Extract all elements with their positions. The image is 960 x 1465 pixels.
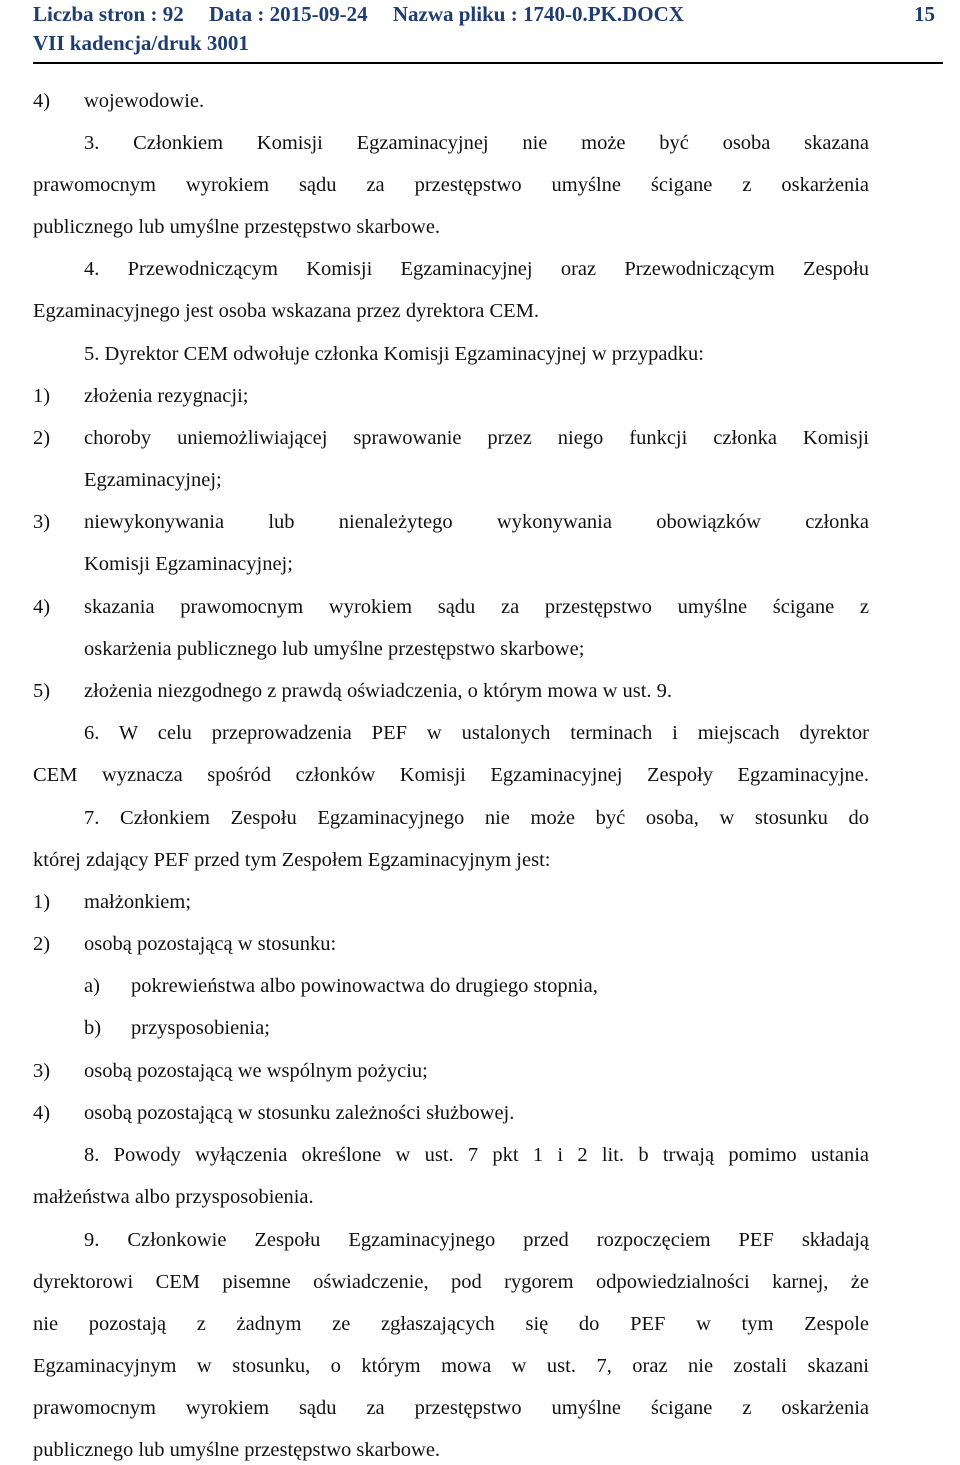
list-text: małżonkiem;: [84, 891, 192, 913]
sublist-text: przysposobienia;: [131, 1017, 270, 1039]
list-text: Egzaminacyjnej;: [84, 469, 222, 491]
header-page-count: Liczba stron : 92: [33, 2, 184, 26]
list-text: osobą pozostającą w stosunku zależności służbowej.: [84, 1102, 515, 1124]
list-text: choroby uniemożliwiającej sprawowanie przez niego funkcji członka Komisji: [84, 427, 869, 449]
paragraph-9-line: 9. Członkowie Zespołu Egzaminacyjnego przed rozpoczęciem PEF składają: [84, 1229, 869, 1251]
list-text: osobą pozostającą we wspólnym pożyciu;: [84, 1060, 428, 1082]
list-text: złożenia niezgodnego z prawdą oświadczenia, o którym mowa w ust. 9.: [84, 680, 673, 702]
paragraph-9-line: prawomocnym wyrokiem sądu za przestępstwo umyślne ścigane z oskarżenia: [33, 1397, 869, 1419]
sublist-text: pokrewieństwa albo powinowactwa do drugiego stopnia,: [131, 975, 598, 997]
sublist-letter: b): [84, 1017, 102, 1039]
list-number: 2): [33, 427, 51, 449]
paragraph-7-line: której zdający PEF przed tym Zespołem Egzaminacyjnym jest:: [33, 849, 551, 871]
paragraph-3-line: 3. Członkiem Komisji Egzaminacyjnej nie może być osoba skazana: [84, 132, 869, 154]
paragraph-4-line: Egzaminacyjnego jest osoba wskazana przez dyrektora CEM.: [33, 300, 540, 322]
list-number: 1): [33, 891, 51, 913]
paragraph-4-line: 4. Przewodniczącym Komisji Egzaminacyjnej oraz Przewodniczącym Zespołu: [84, 258, 869, 280]
paragraph-9-line: nie pozostają z żadnym ze zgłaszających się do PEF w tym Zespole: [33, 1313, 869, 1335]
list-text: osobą pozostającą w stosunku:: [84, 933, 337, 955]
list-text: Komisji Egzaminacyjnej;: [84, 553, 293, 575]
header-filename: Nazwa pliku : 1740-0.PK.DOCX: [392, 2, 684, 26]
list-text: niewykonywania lub nienależytego wykonywania obowiązków członka: [84, 511, 869, 533]
paragraph-3-line: prawomocnym wyrokiem sądu za przestępstwo umyślne ścigane z oskarżenia: [33, 174, 869, 196]
list-text: złożenia rezygnacji;: [84, 385, 249, 407]
header-print-number: VII kadencja/druk 3001: [33, 31, 249, 55]
page-header: [33, 0, 943, 64]
list-text: wojewodowie.: [84, 90, 205, 112]
paragraph-6-line: CEM wyznacza spośród członków Komisji Egzaminacyjnej Zespoły Egzaminacyjne.: [33, 764, 869, 786]
list-number: 1): [33, 385, 51, 407]
header-date: Data : 2015-09-24: [208, 2, 368, 26]
sublist-letter: a): [84, 975, 100, 997]
list-number: 2): [33, 933, 51, 955]
list-text: skazania prawomocnym wyrokiem sądu za przestępstwo umyślne ścigane z: [84, 596, 869, 618]
list-number: 4): [33, 596, 51, 618]
paragraph-8-line: małżeństwa albo przysposobienia.: [33, 1186, 314, 1208]
list-text: oskarżenia publicznego lub umyślne przestępstwo skarbowe;: [84, 638, 585, 660]
paragraph-9-line: publicznego lub umyślne przestępstwo skarbowe.: [33, 1439, 441, 1461]
paragraph-9-line: dyrektorowi CEM pisemne oświadczenie, pod rygorem odpowiedzialności karnej, że: [33, 1271, 869, 1293]
paragraph-7-line: 7. Członkiem Zespołu Egzaminacyjnego nie może być osoba, w stosunku do: [84, 807, 869, 829]
list-number: 5): [33, 680, 51, 702]
paragraph-9-line: Egzaminacyjnym w stosunku, o którym mowa w ust. 7, oraz nie zostali skazani: [33, 1355, 869, 1377]
paragraph-8-line: 8. Powody wyłączenia określone w ust. 7 pkt 1 i 2 lit. b trwają pomimo ustania: [84, 1144, 869, 1166]
list-number: 4): [33, 90, 51, 112]
paragraph-6-line: 6. W celu przeprowadzenia PEF w ustalonych terminach i miejscach dyrektor: [84, 722, 869, 744]
paragraph-5-line: 5. Dyrektor CEM odwołuje członka Komisji Egzaminacyjnej w przypadku:: [84, 343, 704, 365]
list-number: 3): [33, 1060, 51, 1082]
header-meta: [33, 2, 704, 27]
page-number: 15: [914, 2, 935, 26]
list-number: 4): [33, 1102, 51, 1124]
paragraph-3-line: publicznego lub umyślne przestępstwo skarbowe.: [33, 216, 441, 238]
list-number: 3): [33, 511, 51, 533]
